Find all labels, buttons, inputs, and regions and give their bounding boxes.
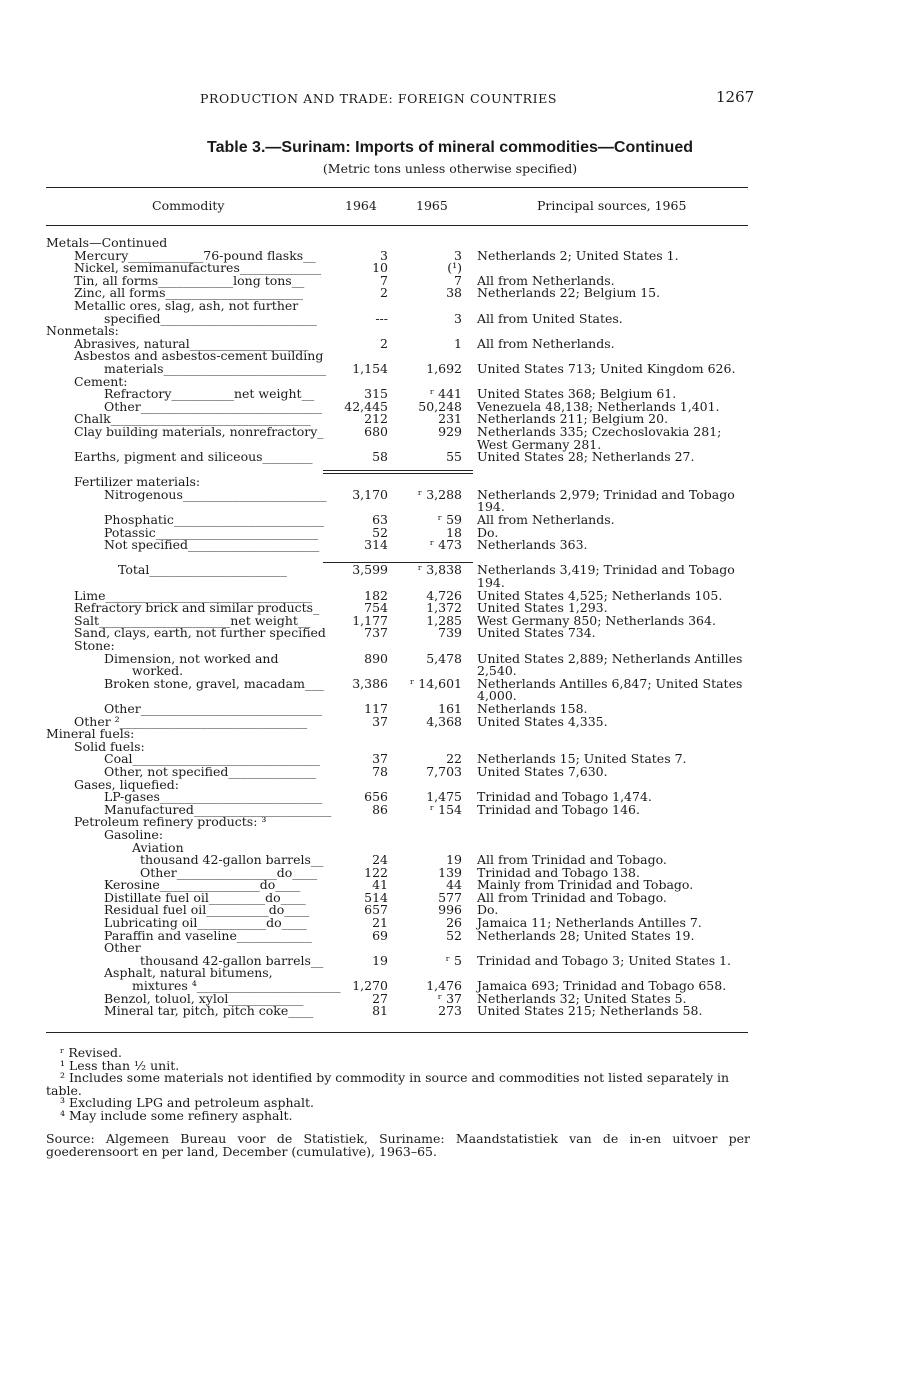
table-bottom-rule [46,1032,748,1033]
value-1965-cell: 5,478 [426,650,462,666]
value-1964-cell: 27 [372,990,388,1006]
value-1965-cell: 1 [454,335,462,351]
value-1965-cell: ʳ 5 [445,952,462,968]
value-1964-cell: 52 [372,524,388,540]
table-row [0,425,900,438]
commodity-cell: Other________________do____ [140,864,318,880]
value-1964-cell: 86 [372,801,388,817]
value-1965-cell: 4,368 [426,713,462,729]
value-1965-cell: 19 [446,852,462,868]
sources-cell: Netherlands 335; Czechoslovakia 281; [477,423,722,439]
value-1965-cell: 161 [438,700,462,716]
table-row [0,299,900,312]
table-row [0,236,900,249]
value-1965-cell: ʳ 37 [437,990,462,1006]
commodity-cell: Lubricating oil___________do____ [104,915,307,931]
value-1965-cell: 50,248 [418,398,462,414]
value-1965-cell: (¹) [447,260,462,276]
sources-cell: Jamaica 693; Trinidad and Tobago 658. [477,978,727,994]
value-1964-cell: 78 [372,763,388,779]
footnote: ³ Excluding LPG and petroleum asphalt. [60,1095,314,1111]
commodity-cell: Cement: [74,373,128,389]
sources-cell: Do. [477,524,499,540]
value-1964-cell: 69 [372,927,388,943]
footnotes [46,1047,750,1123]
value-1965-cell: 3 [454,310,462,326]
sources-cell: 194. [477,575,505,591]
commodity-cell: mixtures ⁴_______________________ [132,978,341,994]
value-1965-cell: 18 [446,524,462,540]
commodity-cell: Abrasives, natural___________________ [74,335,309,351]
value-1965-cell: ʳ 14,601 [409,675,462,691]
footnote: ² Includes some materials not identified by commodity in source and commodities not listed separately in [60,1070,730,1086]
table-row [0,664,900,677]
sources-cell: Trinidad and Tobago 138. [477,864,640,880]
table-top-rule [46,187,748,188]
value-1965-cell: 7,703 [426,763,462,779]
commodity-cell: Not specified_____________________ [104,537,320,553]
sources-cell: United States 4,335. [477,713,608,729]
value-1964-cell: 58 [372,449,388,465]
value-1965-cell: ʳ 441 [429,386,462,402]
table-row [0,677,900,690]
table-row [0,702,900,715]
commodity-cell: Other_____________________________ [104,398,322,414]
value-1964-cell: 737 [364,625,388,641]
sources-cell: United States 1,293. [477,600,608,616]
commodity-cell: Mineral tar, pitch, pitch coke____ [104,1003,314,1019]
value-1964-cell: 19 [372,952,388,968]
table-row [0,878,900,891]
value-1964-cell: 656 [364,789,388,805]
value-1964-cell: 42,445 [344,398,388,414]
commodity-cell: Asbestos and asbestos-cement building [74,348,324,364]
value-1964-cell: 81 [372,1003,388,1019]
value-1964-cell: 315 [364,386,388,402]
commodity-cell: worked. [132,663,184,679]
sources-cell: United States 2,889; Netherlands Antilles [477,650,743,666]
column-header-commodity: Commodity [152,198,225,213]
value-1965-cell: 55 [446,449,462,465]
sources-cell: Netherlands 2; United States 1. [477,247,679,263]
sources-cell: United States 734. [477,625,596,641]
sources-cell: All from Netherlands. [477,512,615,528]
value-1964-cell: 514 [364,889,388,905]
sources-cell: Netherlands 32; United States 5. [477,990,687,1006]
sources-cell: Netherlands 15; United States 7. [477,751,687,767]
value-1964-cell: 37 [372,751,388,767]
commodity-cell: Dimension, not worked and [104,650,279,666]
value-1965-cell: ʳ 473 [429,537,462,553]
value-1964-cell: 24 [372,852,388,868]
value-1964-cell: 754 [364,600,388,616]
commodity-cell: Benzol, toluol, xylol____________ [104,990,304,1006]
value-1965-cell: 273 [438,1003,462,1019]
value-1964-cell: 314 [364,537,388,553]
footnote: ⁴ May include some refinery asphalt. [60,1107,293,1123]
table-row [0,324,900,337]
value-1965-cell: ʳ 59 [437,512,462,528]
footnote: ¹ Less than ½ unit. [60,1057,180,1073]
sources-cell: United States 28; Netherlands 27. [477,449,695,465]
value-1965-cell: 1,476 [426,978,462,994]
value-1964-cell: 2 [380,335,388,351]
table-body [0,236,900,1017]
sources-cell: All from United States. [477,310,623,326]
commodity-cell: Other ²______________________________ [74,713,308,729]
value-1964-cell: 1,270 [352,978,388,994]
sources-cell: All from Netherlands. [477,335,615,351]
commodity-cell: Lime_________________________________ [74,587,312,603]
running-head: PRODUCTION AND TRADE: FOREIGN COUNTRIES [200,91,558,106]
commodity-cell: Nitrogenous_______________________ [104,486,327,502]
value-1964-cell: 3 [380,247,388,263]
sources-cell: Netherlands 3,419; Trinidad and Tobago [477,562,735,578]
table-header-rule [46,225,748,226]
commodity-cell: Kerosine________________do____ [104,877,301,893]
value-1965-cell: 231 [438,411,462,427]
value-1965-cell: 22 [446,751,462,767]
commodity-cell: Sand, clays, earth, not further specified [74,625,326,641]
sources-cell: United States 4,525; Netherlands 105. [477,587,723,603]
table-row [0,488,900,501]
sources-cell: Netherlands Antilles 6,847; United States [477,675,743,691]
table-row [0,601,900,614]
sources-cell: 4,000. [477,688,517,704]
table-row [0,765,900,778]
value-1965-cell: 7 [454,272,462,288]
value-1965-cell: 139 [438,864,462,880]
value-1964-cell: 41 [372,877,388,893]
column-header-1965: 1965 [416,198,448,213]
table-row [0,727,900,740]
value-1965-cell: 996 [438,902,462,918]
commodity-cell: Nickel, semimanufactures_____________ [74,260,322,276]
value-1965-cell: 1,475 [426,789,462,805]
sources-cell: United States 215; Netherlands 58. [477,1003,703,1019]
value-1965-cell: 1,285 [426,612,462,628]
table-row [0,1004,900,1017]
value-1964-cell: 2 [380,285,388,301]
value-1964-cell: 1,154 [352,360,388,376]
value-1965-cell: 1,692 [426,360,462,376]
table-subtitle: (Metric tons unless otherwise specified) [322,161,578,176]
commodity-cell: Aviation [132,839,184,855]
value-1964-cell: 212 [364,411,388,427]
sources-cell: Trinidad and Tobago 3; United States 1. [477,952,732,968]
commodity-cell: Other_____________________________ [104,700,322,716]
table-row [0,639,900,652]
table-row [0,475,900,488]
table-row [0,941,900,954]
commodity-cell: thousand 42-gallon barrels__ [140,952,324,968]
commodity-cell: Total______________________ [118,562,287,578]
commodity-cell: Paraffin and vaseline____________ [104,927,312,943]
commodity-cell: Residual fuel oil__________do____ [104,902,310,918]
table-row [0,261,900,274]
sources-cell: Netherlands 158. [477,700,588,716]
footnote: ʳ Revised. [60,1045,122,1060]
commodity-cell: Broken stone, gravel, macadam___ [104,675,324,691]
column-header-1964: 1964 [345,198,377,213]
commodity-cell: Mineral fuels: [46,726,135,742]
value-1964-cell: 890 [364,650,388,666]
table-row [0,790,900,803]
sources-cell: West Germany 850; Netherlands 364. [477,612,716,628]
table-row [0,450,900,463]
table-row [0,563,900,576]
column-header-sources: Principal sources, 1965 [537,198,687,213]
commodity-cell: Tin, all forms____________long tons__ [74,272,305,288]
sources-cell: Netherlands 363. [477,537,588,553]
value-1965-cell: 577 [438,889,462,905]
commodity-cell: materials__________________________ [104,360,327,376]
commodity-cell: Refractory brick and similar products_ [74,600,320,616]
sources-cell: Netherlands 2,979; Trinidad and Tobago [477,486,735,502]
commodity-cell: Nonmetals: [46,323,119,339]
value-1965-cell: 1,372 [426,600,462,616]
commodity-cell: Coal______________________________ [104,751,321,767]
commodity-cell: Zinc, all forms______________________ [74,285,303,301]
sources-cell: All from Trinidad and Tobago. [477,889,667,905]
sources-cell: All from Netherlands. [477,272,615,288]
total-double-rule [323,470,473,474]
commodity-cell: Gasoline: [104,826,164,842]
value-1964-cell: 10 [372,260,388,276]
sources-cell: Jamaica 11; Netherlands Antilles 7. [477,915,702,931]
value-1965-cell: 44 [446,877,462,893]
table-row [0,513,900,526]
value-1964-cell: 3,170 [352,486,388,502]
page-number: 1267 [716,88,755,106]
subtotal-rule [323,562,473,563]
table-row [0,538,900,551]
commodity-cell: Distillate fuel oil_________do____ [104,889,306,905]
value-1964-cell: 680 [364,423,388,439]
commodity-cell: Clay building materials, nonrefractory_ [74,423,324,439]
commodity-cell: Earths, pigment and siliceous________ [74,449,313,465]
value-1964-cell: 7 [380,272,388,288]
value-1965-cell: 38 [446,285,462,301]
commodity-cell: Petroleum refinery products: ³ [74,814,267,830]
commodity-cell: Phosphatic________________________ [104,512,324,528]
commodity-cell: Metallic ores, slag, ash, not further [74,297,299,313]
sources-cell: Trinidad and Tobago 1,474. [477,789,652,805]
table-row [0,916,900,929]
sources-cell: Mainly from Trinidad and Tobago. [477,877,694,893]
value-1964-cell: 3,599 [352,562,388,578]
commodity-cell: Fertilizer materials: [74,474,201,490]
value-1965-cell: 52 [446,927,462,943]
sources-cell: United States 7,630. [477,763,608,779]
value-1965-cell: 739 [438,625,462,641]
commodity-cell: Refractory__________net weight__ [104,386,315,402]
value-1964-cell: 3,386 [352,675,388,691]
sources-cell: Venezuela 48,138; Netherlands 1,401. [477,398,720,414]
sources-cell: All from Trinidad and Tobago. [477,852,667,868]
sources-cell: 2,540. [477,663,517,679]
table-row [0,576,900,589]
commodity-cell: specified_________________________ [104,310,317,326]
sources-cell: West Germany 281. [477,436,602,452]
sources-cell: Netherlands 22; Belgium 15. [477,285,661,301]
commodity-cell: Metals—Continued [46,235,168,250]
value-1964-cell: --- [375,310,388,326]
commodity-cell: Solid fuels: [74,738,145,754]
commodity-cell: Manufactured______________________ [104,801,332,817]
value-1965-cell: 929 [438,423,462,439]
sources-cell: Netherlands 211; Belgium 20. [477,411,669,427]
commodity-cell: Chalk________________________________ [74,411,311,427]
value-1964-cell: 117 [364,700,388,716]
sources-cell: Do. [477,902,499,918]
commodity-cell: Asphalt, natural bitumens, [104,965,273,981]
commodity-cell: Stone: [74,638,115,653]
value-1964-cell: 657 [364,902,388,918]
sources-cell: 194. [477,499,505,515]
commodity-cell: LP-gases__________________________ [104,789,323,805]
value-1964-cell: 122 [364,864,388,880]
table-row [0,853,900,866]
value-1965-cell: 4,726 [426,587,462,603]
table-row [0,828,900,841]
commodity-cell: thousand 42-gallon barrels__ [140,852,324,868]
sources-cell: United States 713; United Kingdom 626. [477,360,736,376]
commodity-cell: Other [104,940,141,956]
value-1965-cell: 26 [446,915,462,931]
source-note: Source: Algemeen Bureau voor de Statistiek, Suriname: Maandstatistiek van de in-en uitvoer per goederensoort en per land, December (cumulative), 1963–65. [46,1131,750,1159]
commodity-cell: Salt_____________________net weight__ [74,612,311,628]
commodity-cell: Gases, liquefied: [74,776,180,792]
value-1964-cell: 21 [372,915,388,931]
value-1965-cell: ʳ 3,288 [417,486,462,502]
sources-cell: Netherlands 28; United States 19. [477,927,695,943]
table-row [0,979,900,992]
commodity-cell: Potassic__________________________ [104,524,319,540]
table-row [0,715,900,728]
table-row [0,387,900,400]
commodity-cell: Other, not specified______________ [104,763,316,779]
value-1965-cell: ʳ 154 [429,801,462,817]
value-1965-cell: 3 [454,247,462,263]
sources-cell: Trinidad and Tobago 146. [477,801,640,817]
table-title: Table 3.—Surinam: Imports of mineral commodities—Continued [207,139,693,156]
table-row [0,362,900,375]
table-row [0,312,900,325]
value-1964-cell: 63 [372,512,388,528]
value-1964-cell: 1,177 [352,612,388,628]
sources-cell: United States 368; Belgium 61. [477,386,677,402]
value-1964-cell: 37 [372,713,388,729]
footnote: table. [46,1082,82,1098]
table-row [0,626,900,639]
commodity-cell: Mercury____________76-pound flasks__ [74,247,316,263]
value-1965-cell: ʳ 3,838 [417,562,462,578]
value-1964-cell: 182 [364,587,388,603]
